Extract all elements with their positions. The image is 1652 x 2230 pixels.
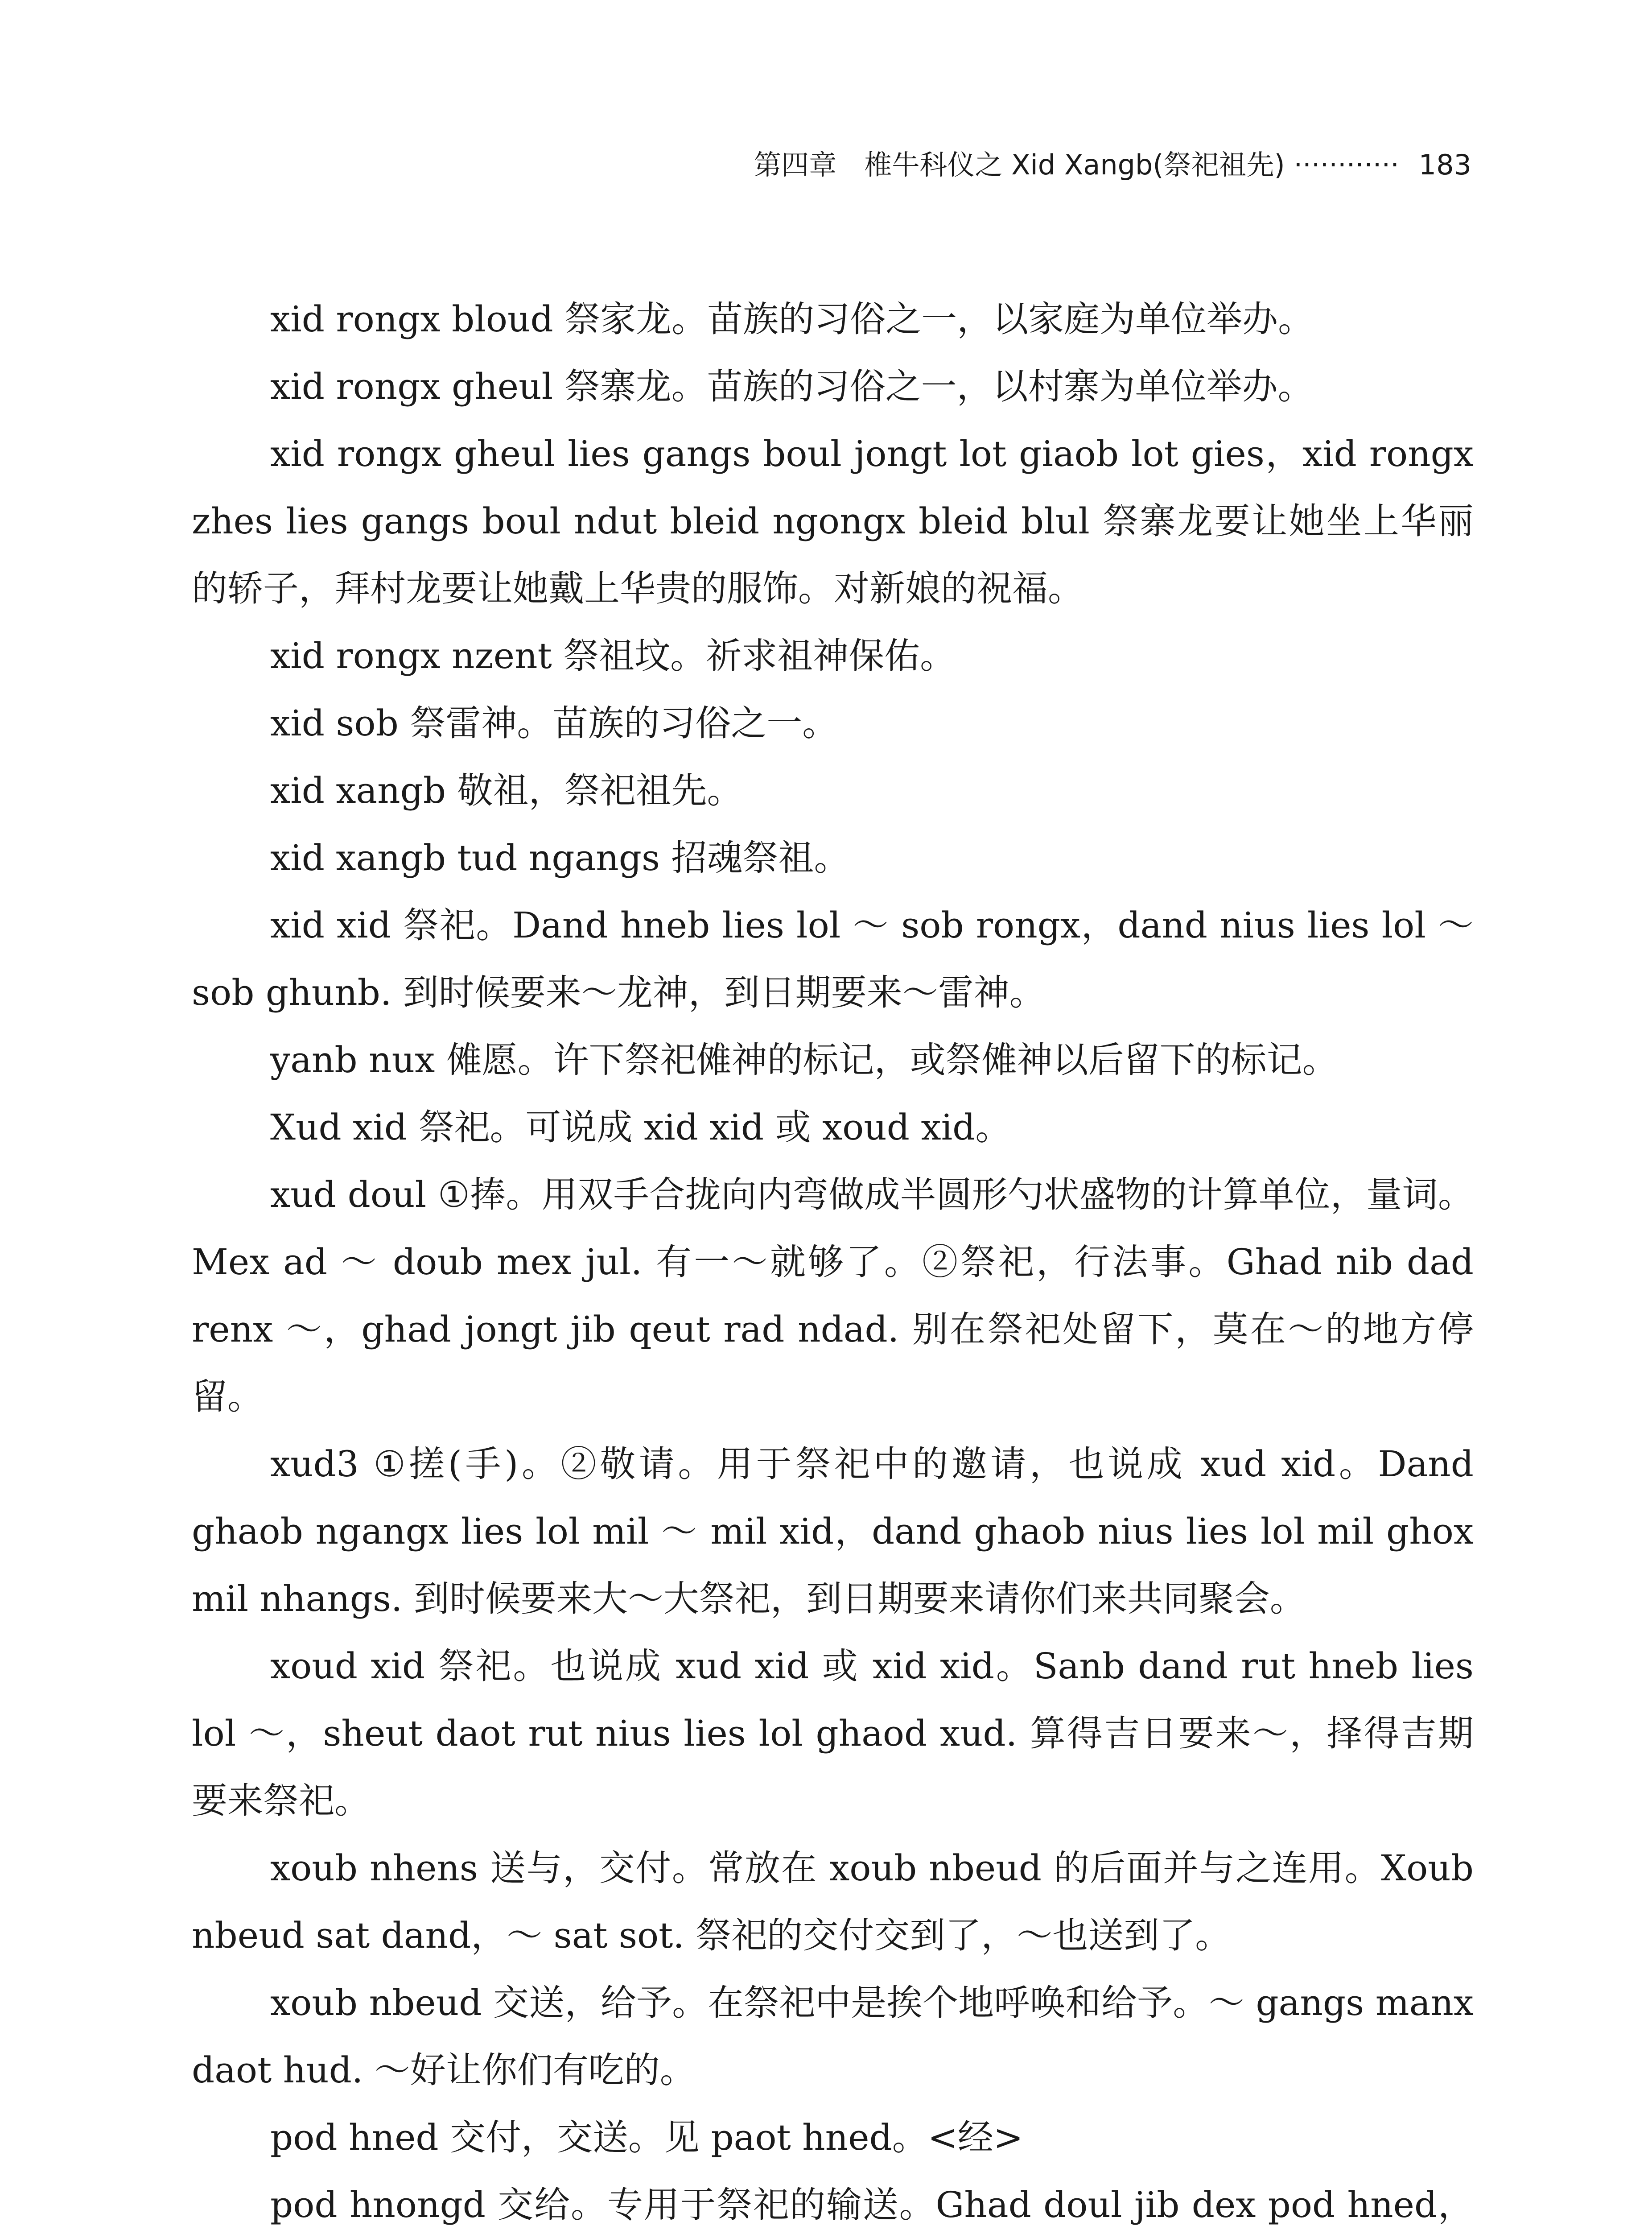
dictionary-entry: pod hned 交付，交送。见 paot hned。<经> [270,2117,1023,2158]
dictionary-entry: pod hnongd 交给。专用于祭祀的输送。Ghad doul jib dex pod hned， [270,2184,1474,2226]
running-head [192,147,1471,183]
dictionary-entry: xid rongx gheul lies gangs boul jongt lot giaob lot gies，xid rongx zhes lies gangs boul ndut bleid ngongx bleid blul 祭寨龙要让她坐上华丽的轿子，拜村龙要让她戴上华贵的服饰。对新娘的祝福。 [192,433,1474,609]
dictionary-entry: xid xangb 敬祖，祭祀祖先。 [270,770,743,811]
dictionary-body [192,285,1474,2230]
dictionary-entry: Xud xid 祭祀。可说成 xid xid 或 xoud xid。 [270,1107,1011,1148]
dictionary-entry: xoud xid 祭祀。也说成 xud xid 或 xid xid。Sanb dand rut hneb lies lol ～，sheut daot rut nius lies lol ghaod xud. 算得吉日要来～，择得吉期要来祭祀。 [192,1645,1474,1821]
leader-dots: ············ [1294,149,1399,181]
dictionary-entry: xid rongx nzent 祭祖坟。祈求祖神保佑。 [270,635,956,677]
page-number: 183 [1418,149,1471,181]
dictionary-entry: xoub nhens 送与，交付。常放在 xoub nbeud 的后面并与之连用。Xoub nbeud sat dand，～ sat sot. 祭祀的交付交到了，～也送到了。 [192,1847,1474,1956]
dictionary-entry: xid rongx bloud 祭家龙。苗族的习俗之一，以家庭为单位举办。 [270,298,1314,340]
dictionary-entry: xoub nbeud 交送，给予。在祭祀中是挨个地呼唤和给予。～ gangs manx daot hud. ～好让你们有吃的。 [192,1982,1474,2091]
dictionary-entry: xid rongx gheul 祭寨龙。苗族的习俗之一，以村寨为单位举办。 [270,366,1314,407]
dictionary-entry: xid sob 祭雷神。苗族的习俗之一。 [270,702,838,744]
dictionary-entry: xid xangb tud ngangs 招魂祭祖。 [270,837,850,879]
dictionary-entry: yanb nux 傩愿。许下祭祀傩神的标记，或祭傩神以后留下的标记。 [270,1039,1338,1081]
dictionary-entry: xid xid 祭祀。Dand hneb lies lol ～ sob rongx，dand nius lies lol ～ sob ghunb. 到时候要来～龙神，到日期要来～雷神。 [192,904,1474,1013]
chapter-title: 第四章 椎牛科仪之 Xid Xangb(祭祀祖先) [754,149,1285,181]
dictionary-entry: xud3 ①搓(手)。②敬请。用于祭祀中的邀请，也说成 xud xid。Dand ghaob ngangx lies lol mil ～ mil xid，dand ghaob nius lies lol mil ghox mil nhangs. 到时候要来大～大祭祀，到日期要来请你们来共同聚会。 [192,1443,1474,1619]
dictionary-entry: xud doul ①捧。用双手合拢向内弯做成半圆形勺状盛物的计算单位，量词。Mex ad ～ doub mex jul. 有一～就够了。②祭祀，行法事。Ghad nib dad renx ～，ghad jongt jib qeut rad ndad. 别在祭祀处留下，莫在～的地方停留。 [192,1174,1474,1417]
